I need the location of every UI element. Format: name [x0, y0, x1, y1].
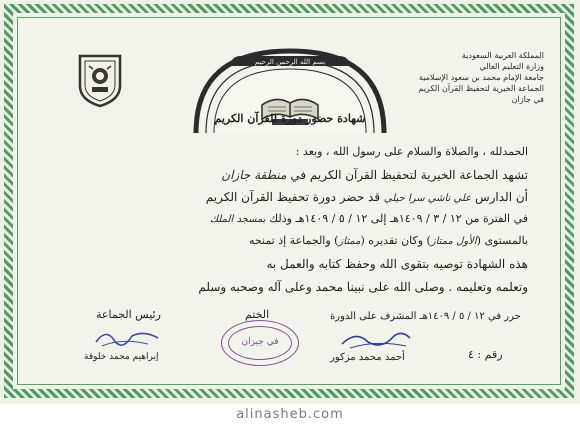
- header-line: في جازان: [511, 95, 544, 104]
- body-text: قد حضر دورة تحفيظ القرآن الكريم: [205, 190, 381, 204]
- body-text: ) والجماعة إذ تمنحه: [249, 234, 339, 247]
- chairman-signature-icon: [92, 324, 162, 350]
- opening-line: الحمدلله ، والصلاة والسلام على رسول الله ، وبعد :: [295, 145, 528, 158]
- filled-region: منطقة جازان: [221, 168, 287, 182]
- header-line: الجماعة الخيرية لتحفيظ القرآن الكريم: [418, 84, 544, 93]
- body-line-2: [48, 190, 528, 204]
- body-text: تشهد الجماعة الخيرية لتحفيظ القرآن الكريم في: [290, 168, 528, 182]
- supervisor-signature-icon: [338, 328, 414, 352]
- body-text: أن الدارس: [474, 190, 528, 204]
- body-line-5: هذه الشهادة توصيه بتقوى الله وحفظ كتابه والعمل به: [266, 257, 528, 271]
- body-line-1: [48, 168, 528, 182]
- issuer-header: [394, 50, 544, 105]
- chairman-name: إبراهيم محمد خلوفة: [84, 352, 159, 362]
- body-text: في الفترة من ١٢ / ٣ / ١٤٠٩هـ إلى ١٢ / ٥ / ١٤٠٩هـ وذلك: [269, 212, 528, 225]
- filled-student-name: علي ناشي سرا حيلي: [383, 193, 472, 204]
- body-line-4: [48, 234, 528, 247]
- supervisor-label: حرر في ١٢ / ٥ / ١٤٠٩هـ المشرف على الدورة: [330, 311, 521, 322]
- filled-grade: ممتاز: [338, 236, 361, 247]
- official-stamp: [221, 320, 299, 366]
- chairman-label: رئيس الجماعة: [96, 308, 161, 321]
- basmala-text: بسم الله الرحمن الرحيم: [230, 56, 350, 66]
- certificate-title: شهادة حضور دورة للقرآن الكريم: [214, 112, 366, 125]
- header-line: وزارة التعليم العالي: [479, 62, 544, 71]
- seal-label: الختم: [245, 308, 270, 321]
- header-line: جامعة الإمام محمد بن سعود الإسلامية: [418, 73, 544, 82]
- filled-location: بمسجد الملك: [209, 214, 266, 225]
- body-line-6: وتعلمه وتعليمه . وصلى الله على نبينا محمد وعلى آله وصحبه وسلم: [198, 280, 528, 294]
- body-line-3: [48, 212, 528, 225]
- certificate-number: رقم : ٤: [468, 348, 503, 361]
- stamp-text: في جيزان: [241, 337, 279, 347]
- filled-level: الأول ممتاز: [430, 236, 477, 247]
- header-line: المملكة العربية السعودية: [461, 51, 544, 60]
- body-text: بالمستوى (: [476, 234, 528, 247]
- society-emblem-icon: [76, 52, 124, 108]
- body-text: ) وكان تقديره (: [360, 234, 431, 247]
- watermark-text: alinasheb.com: [236, 407, 344, 422]
- supervisor-name: أحمد محمد مزكور: [330, 352, 405, 363]
